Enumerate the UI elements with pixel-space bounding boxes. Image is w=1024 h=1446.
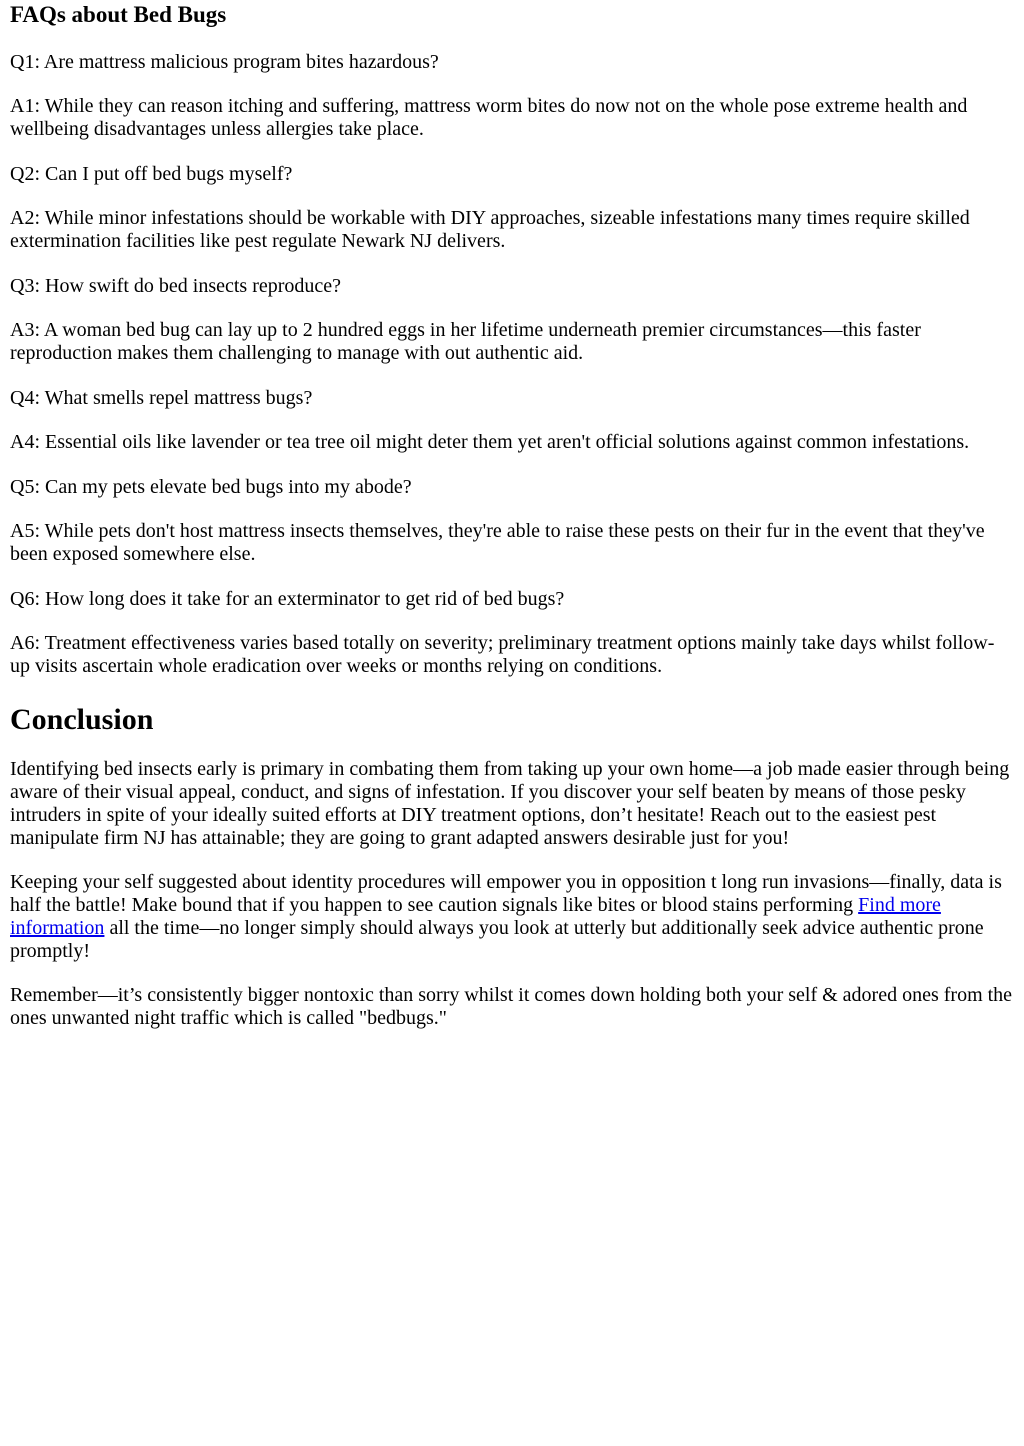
faq-question-3: Q3: How swift do bed insects reproduce? <box>10 275 342 297</box>
faq-question-5: Q5: Can my pets elevate bed bugs into my abode? <box>10 476 412 498</box>
faq-question-1: Q1: Are mattress malicious program bites hazardous? <box>10 51 439 73</box>
faq-question-6: Q6: How long does it take for an exterminator to get rid of bed bugs? <box>10 588 565 610</box>
faq-answer-3: A3: A woman bed bug can lay up to 2 hundred eggs in her lifetime underneath premier circumstances—this faster reproduction makes them challenging to manage with out authentic aid. <box>10 319 921 364</box>
faq-question-2: Q2: Can I put off bed bugs myself? <box>10 163 293 185</box>
faq-heading: FAQs about Bed Bugs <box>10 2 227 27</box>
faq-answer-4: A4: Essential oils like lavender or tea tree oil might deter them yet aren't official solutions against common infestations. <box>10 431 970 453</box>
conclusion-paragraph-3: Remember—it’s consistently bigger nontoxic than sorry whilst it comes down holding both your self & adored ones from the ones unwanted night traffic which is called "bedbugs." <box>10 984 1013 1029</box>
faq-answer-1: A1: While they can reason itching and suffering, mattress worm bites do now not on the whole pose extreme health and wellbeing disadvantages unless allergies take place. <box>10 95 968 140</box>
conclusion-paragraph-2-text-after: all the time—no longer simply should always you look at utterly but additionally seek advice authentic prone promptly! <box>10 917 984 962</box>
faq-list <box>10 51 1014 678</box>
conclusion-heading: Conclusion <box>10 703 154 736</box>
conclusion-paragraph-2 <box>10 871 1014 963</box>
faq-question-4: Q4: What smells repel mattress bugs? <box>10 387 313 409</box>
faq-answer-2: A2: While minor infestations should be workable with DIY approaches, sizeable infestations many times require skilled extermination facilities like pest regulate Newark NJ delivers. <box>10 207 970 252</box>
conclusion-section <box>10 758 1014 1030</box>
conclusion-paragraph-1: Identifying bed insects early is primary in combating them from taking up your own home—a job made easier through being aware of their visual appeal, conduct, and signs of infestation. If you discover your self beaten by means of those pesky intruders in spite of your ideally suited efforts at DIY treatment options, don’t hesitate! Reach out to the easiest pest manipulate firm NJ has attainable; they are going to grant adapted answers desirable just for you! <box>10 758 1010 849</box>
page <box>0 1 1024 1030</box>
faq-answer-5: A5: While pets don't host mattress insects themselves, they're able to raise these pests on their fur in the event that they've been exposed somewhere else. <box>10 520 985 565</box>
find-more-information-link[interactable]: Find more information <box>10 894 941 939</box>
conclusion-paragraph-2-text-before: Keeping your self suggested about identity procedures will empower you in opposition t long run invasions—finally, data is half the battle! Make bound that if you happen to see caution signals like bites or blood stains performing <box>10 871 1002 916</box>
faq-answer-6: A6: Treatment effectiveness varies based totally on severity; preliminary treatment options mainly take days whilst follow-up visits ascertain whole eradication over weeks or months relying on conditions. <box>10 632 995 677</box>
